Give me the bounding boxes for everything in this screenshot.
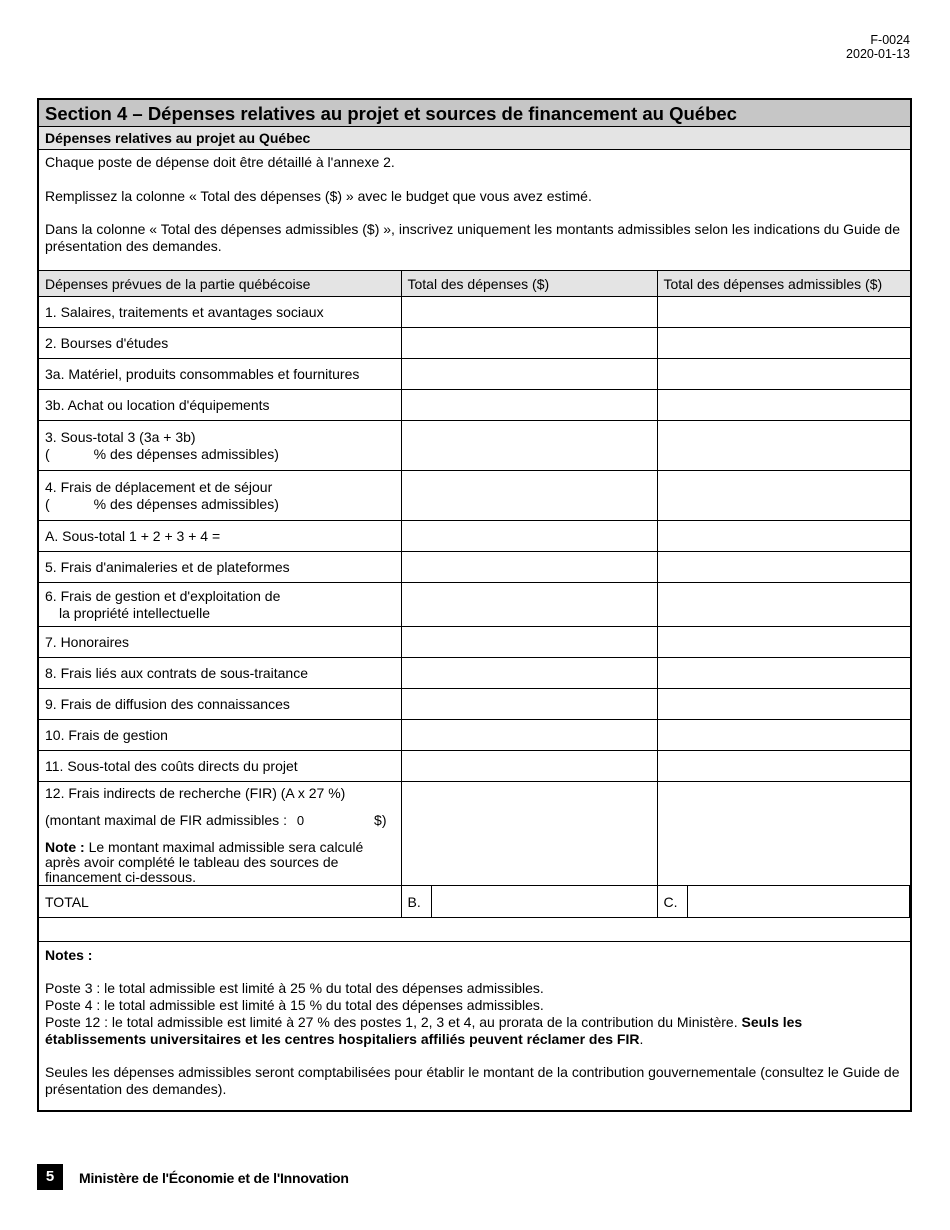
note-poste-12 — [45, 1014, 907, 1048]
eligible-field-9[interactable] — [657, 689, 910, 720]
form-code: F-0024 — [870, 33, 910, 47]
row-3-line2: % des dépenses admissibles) — [93, 445, 279, 462]
row-label-2: 2. Bourses d'études — [39, 328, 401, 359]
row-label-3 — [39, 421, 401, 471]
instruction-3: Dans la colonne « Total des dépenses admissibles ($) », inscrivez uniquement les montants admissibles selon les indications du Guide de présentation des demandes. — [45, 221, 900, 254]
row-label-3b: 3b. Achat ou location d'équipements — [39, 390, 401, 421]
eligible-field-6[interactable] — [657, 583, 910, 627]
total-field-11[interactable] — [401, 751, 657, 782]
table-row — [39, 297, 910, 328]
total-field-b[interactable] — [432, 886, 657, 917]
total-field-1[interactable] — [401, 297, 657, 328]
note-poste-12-end: . — [639, 1031, 644, 1047]
total-field-2[interactable] — [401, 328, 657, 359]
fir-note-text: Le montant maximal admissible sera calculé après avoir complété le tableau des sources de financement ci-dessous. — [45, 839, 364, 885]
eligible-field-2[interactable] — [657, 328, 910, 359]
row-label-1: 1. Salaires, traitements et avantages sociaux — [39, 297, 401, 328]
row-label-9: 9. Frais de diffusion des connaissances — [39, 689, 401, 720]
eligible-field-A[interactable] — [657, 521, 910, 552]
total-field-3a[interactable] — [401, 359, 657, 390]
table-row — [39, 751, 910, 782]
row-3-paren: ( — [45, 445, 50, 462]
table-row — [39, 471, 910, 521]
percent-field-3[interactable] — [50, 446, 94, 463]
notes-divider — [39, 941, 910, 942]
total-field-12[interactable] — [401, 782, 657, 886]
eligible-field-12[interactable] — [657, 782, 910, 886]
row-label-5: 5. Frais d'animaleries et de plateformes — [39, 552, 401, 583]
table-row — [39, 658, 910, 689]
row-label-7: 7. Honoraires — [39, 627, 401, 658]
total-field-9[interactable] — [401, 689, 657, 720]
eligible-field-1[interactable] — [657, 297, 910, 328]
note-poste-3: Poste 3 : le total admissible est limité à 25 % du total des dépenses admissibles. — [45, 980, 544, 996]
header-total: Total des dépenses ($) — [401, 271, 657, 297]
notes-block — [45, 947, 907, 1098]
total-field-3[interactable] — [401, 421, 657, 471]
total-field-10[interactable] — [401, 720, 657, 751]
row-4-line2: % des dépenses admissibles) — [93, 495, 279, 512]
row-label-8: 8. Frais liés aux contrats de sous-traitance — [39, 658, 401, 689]
section-4-form — [37, 98, 912, 1112]
total-cell-c — [657, 886, 910, 918]
instruction-1: Chaque poste de dépense doit être détaillé à l'annexe 2. — [45, 154, 395, 170]
total-field-c[interactable] — [688, 886, 911, 917]
eligible-field-10[interactable] — [657, 720, 910, 751]
instruction-2: Remplissez la colonne « Total des dépenses ($) » avec le budget que vous avez estimé. — [45, 188, 592, 204]
table-row — [39, 583, 910, 627]
notes-title: Notes : — [45, 947, 93, 963]
total-cell-b — [401, 886, 657, 918]
section-title: Section 4 – Dépenses relatives au projet et sources de financement au Québec — [39, 100, 910, 127]
table-row — [39, 390, 910, 421]
row-label-11: 11. Sous-total des coûts directs du projet — [39, 751, 401, 782]
total-c-label: C. — [658, 886, 688, 917]
total-field-4[interactable] — [401, 471, 657, 521]
row-label-10: 10. Frais de gestion — [39, 720, 401, 751]
table-row — [39, 552, 910, 583]
eligible-field-4[interactable] — [657, 471, 910, 521]
eligible-field-5[interactable] — [657, 552, 910, 583]
fir-max-label: (montant maximal de FIR admissibles : — [45, 812, 287, 828]
form-date: 2020-01-13 — [846, 47, 910, 61]
eligible-field-3a[interactable] — [657, 359, 910, 390]
total-field-7[interactable] — [401, 627, 657, 658]
table-row — [39, 521, 910, 552]
table-row — [39, 421, 910, 471]
percent-field-4[interactable] — [50, 496, 94, 513]
row-label-A: A. Sous-total 1 + 2 + 3 + 4 = — [39, 521, 401, 552]
form-meta — [846, 33, 910, 61]
expenses-table — [39, 270, 910, 918]
eligible-field-7[interactable] — [657, 627, 910, 658]
eligible-field-11[interactable] — [657, 751, 910, 782]
total-field-A[interactable] — [401, 521, 657, 552]
row-4-paren: ( — [45, 495, 50, 512]
table-row — [39, 782, 910, 886]
section-subtitle: Dépenses relatives au projet au Québec — [39, 127, 910, 150]
table-row — [39, 720, 910, 751]
note-poste-12-bold: Seuls les établissements universitaires et les centres hospitaliers affiliés peuvent réclamer des FIR — [45, 1014, 803, 1047]
fir-note-label: Note : — [45, 839, 85, 855]
eligible-field-8[interactable] — [657, 658, 910, 689]
table-row — [39, 328, 910, 359]
row-12-line1: 12. Frais indirects de recherche (FIR) (A x 27 %) — [45, 785, 346, 801]
row-label-3a: 3a. Matériel, produits consommables et fournitures — [39, 359, 401, 390]
total-field-5[interactable] — [401, 552, 657, 583]
eligible-field-3[interactable] — [657, 421, 910, 471]
ministry-name: Ministère de l'Économie et de l'Innovation — [79, 1170, 349, 1186]
page-number: 5 — [37, 1164, 63, 1190]
fir-max-value: 0 — [296, 813, 305, 828]
row-label-4 — [39, 471, 401, 521]
note-final: Seules les dépenses admissibles seront comptabilisées pour établir le montant de la contribution gouvernementale (consultez le Guide de présentation des demandes). — [45, 1064, 900, 1097]
table-row — [39, 627, 910, 658]
header-expenses: Dépenses prévues de la partie québécoise — [39, 271, 401, 297]
note-poste-4: Poste 4 : le total admissible est limité à 15 % du total des dépenses admissibles. — [45, 997, 544, 1013]
total-field-3b[interactable] — [401, 390, 657, 421]
header-eligible: Total des dépenses admissibles ($) — [657, 271, 910, 297]
table-row — [39, 886, 910, 918]
row-label-total: TOTAL — [39, 886, 401, 918]
eligible-field-3b[interactable] — [657, 390, 910, 421]
total-field-6[interactable] — [401, 583, 657, 627]
row-6-line1: 6. Frais de gestion et d'exploitation de — [45, 587, 281, 604]
row-label-12 — [39, 782, 401, 886]
row-6-line2: la propriété intellectuelle — [59, 604, 210, 621]
note-poste-12-text: Poste 12 : le total admissible est limité à 27 % des postes 1, 2, 3 et 4, au prorata de la contribution du Ministère. — [45, 1014, 738, 1030]
fir-max-unit: $) — [374, 812, 387, 828]
total-field-8[interactable] — [401, 658, 657, 689]
row-4-line1: 4. Frais de déplacement et de séjour — [45, 478, 273, 495]
row-label-6 — [39, 583, 401, 627]
table-row — [39, 689, 910, 720]
total-b-label: B. — [402, 886, 432, 917]
row-3-line1: 3. Sous-total 3 (3a + 3b) — [45, 428, 196, 445]
table-row — [39, 359, 910, 390]
table-header-row — [39, 271, 910, 297]
